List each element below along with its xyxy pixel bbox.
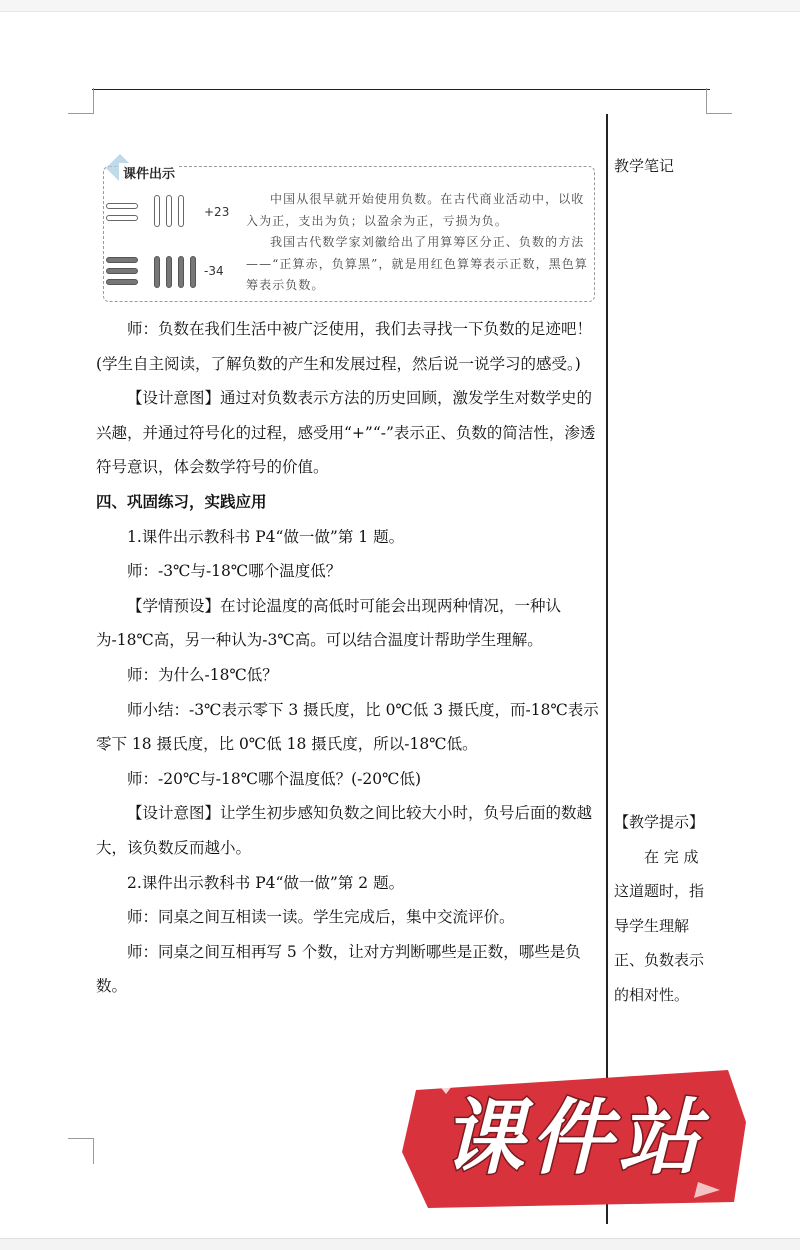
- body-paragraph: 【设计意图】通过对负数表示方法的历史回顾，激发学生对数学史的兴趣，并通过符号化的过程，感受用“+”“-”表示正、负数的简洁性，渗透符号意识，体会数学符号的价值。: [96, 389, 596, 477]
- body-paragraph: 师：-20℃与-18℃哪个温度低？(-20℃低): [127, 769, 421, 788]
- courseware-paragraph: 中国从很早就开始使用负数。在古代商业活动中，以收入为正，支出为负；以盈余为正，亏损为负。: [246, 192, 585, 228]
- teaching-tip-line: 导学生理解: [614, 916, 690, 935]
- crop-mark-top-right: [706, 88, 732, 114]
- courseware-title: 课件出示: [119, 163, 179, 182]
- rod-label-negative: -34: [204, 264, 224, 278]
- courseware-paragraph: 我国古代数学家刘徽给出了用算筹区分正、负数的方法——“正算赤，负算黑”，就是用红色算筹表示正数，黑色算筹表示负数。: [246, 235, 588, 292]
- sidebar-title: 教学笔记: [614, 157, 675, 175]
- body-paragraph: 师：同桌之间互相读一读。学生完成后，集中交流评价。: [127, 908, 515, 927]
- body-paragraph: 2.课件出示教科书 P4“做一做”第 2 题。: [127, 873, 405, 892]
- teaching-tip-line: 正、负数表示: [614, 951, 705, 969]
- body-paragraph: 师：负数在我们生活中被广泛使用，我们去寻找一下负数的足迹吧！(学生自主阅读，了解负数的产生和发展过程，然后说一说学习的感受。): [96, 320, 593, 373]
- body-paragraph: 1.课件出示教科书 P4“做一做”第 1 题。: [127, 527, 405, 546]
- body-paragraph: 师：-3℃与-18℃哪个温度低？: [127, 562, 342, 581]
- body-paragraph: 【学情预设】在讨论温度的高低时可能会出现两种情况，一种认为-18℃高，另一种认为-3℃高。可以结合温度计帮助学生理解。: [96, 596, 562, 650]
- teaching-tip-line: 这道题时，指: [614, 882, 705, 900]
- teaching-tip: [614, 805, 710, 1012]
- crop-mark-bottom-left: [68, 1138, 94, 1164]
- teaching-tip-line: 的相对性。: [614, 985, 690, 1004]
- rod-label-positive: +23: [204, 205, 230, 219]
- courseware-text: [246, 189, 592, 297]
- watermark-stamp: [398, 1062, 750, 1212]
- body-paragraph: 师：同桌之间互相再写 5 个数，让对方判断哪些是正数，哪些是负数。: [96, 942, 581, 996]
- watermark-text: 课件站: [442, 1091, 706, 1186]
- top-strip: [0, 0, 800, 12]
- body-paragraph: 师：为什么-18℃低？: [127, 665, 278, 684]
- section-heading: 四、巩固练习，实践应用: [96, 491, 267, 511]
- bottom-strip: [0, 1238, 800, 1250]
- crop-mark-top-left: [68, 88, 94, 114]
- body-paragraph: 【设计意图】让学生初步感知负数之间比较大小时，负号后面的数越大，该负数反而越小。: [96, 804, 593, 857]
- teaching-tip-line: 在 完 成: [644, 847, 699, 866]
- body-paragraph: 师小结：-3℃表示零下 3 摄氏度，比 0℃低 3 摄氏度，而-18℃表示零下 18 摄氏度，比 0℃低 18 摄氏度，所以-18℃低。: [96, 700, 599, 754]
- header-rule: [92, 89, 710, 90]
- column-divider: [606, 114, 608, 1224]
- teaching-tip-heading: 【教学提示】: [614, 813, 705, 831]
- main-body: [96, 312, 601, 1004]
